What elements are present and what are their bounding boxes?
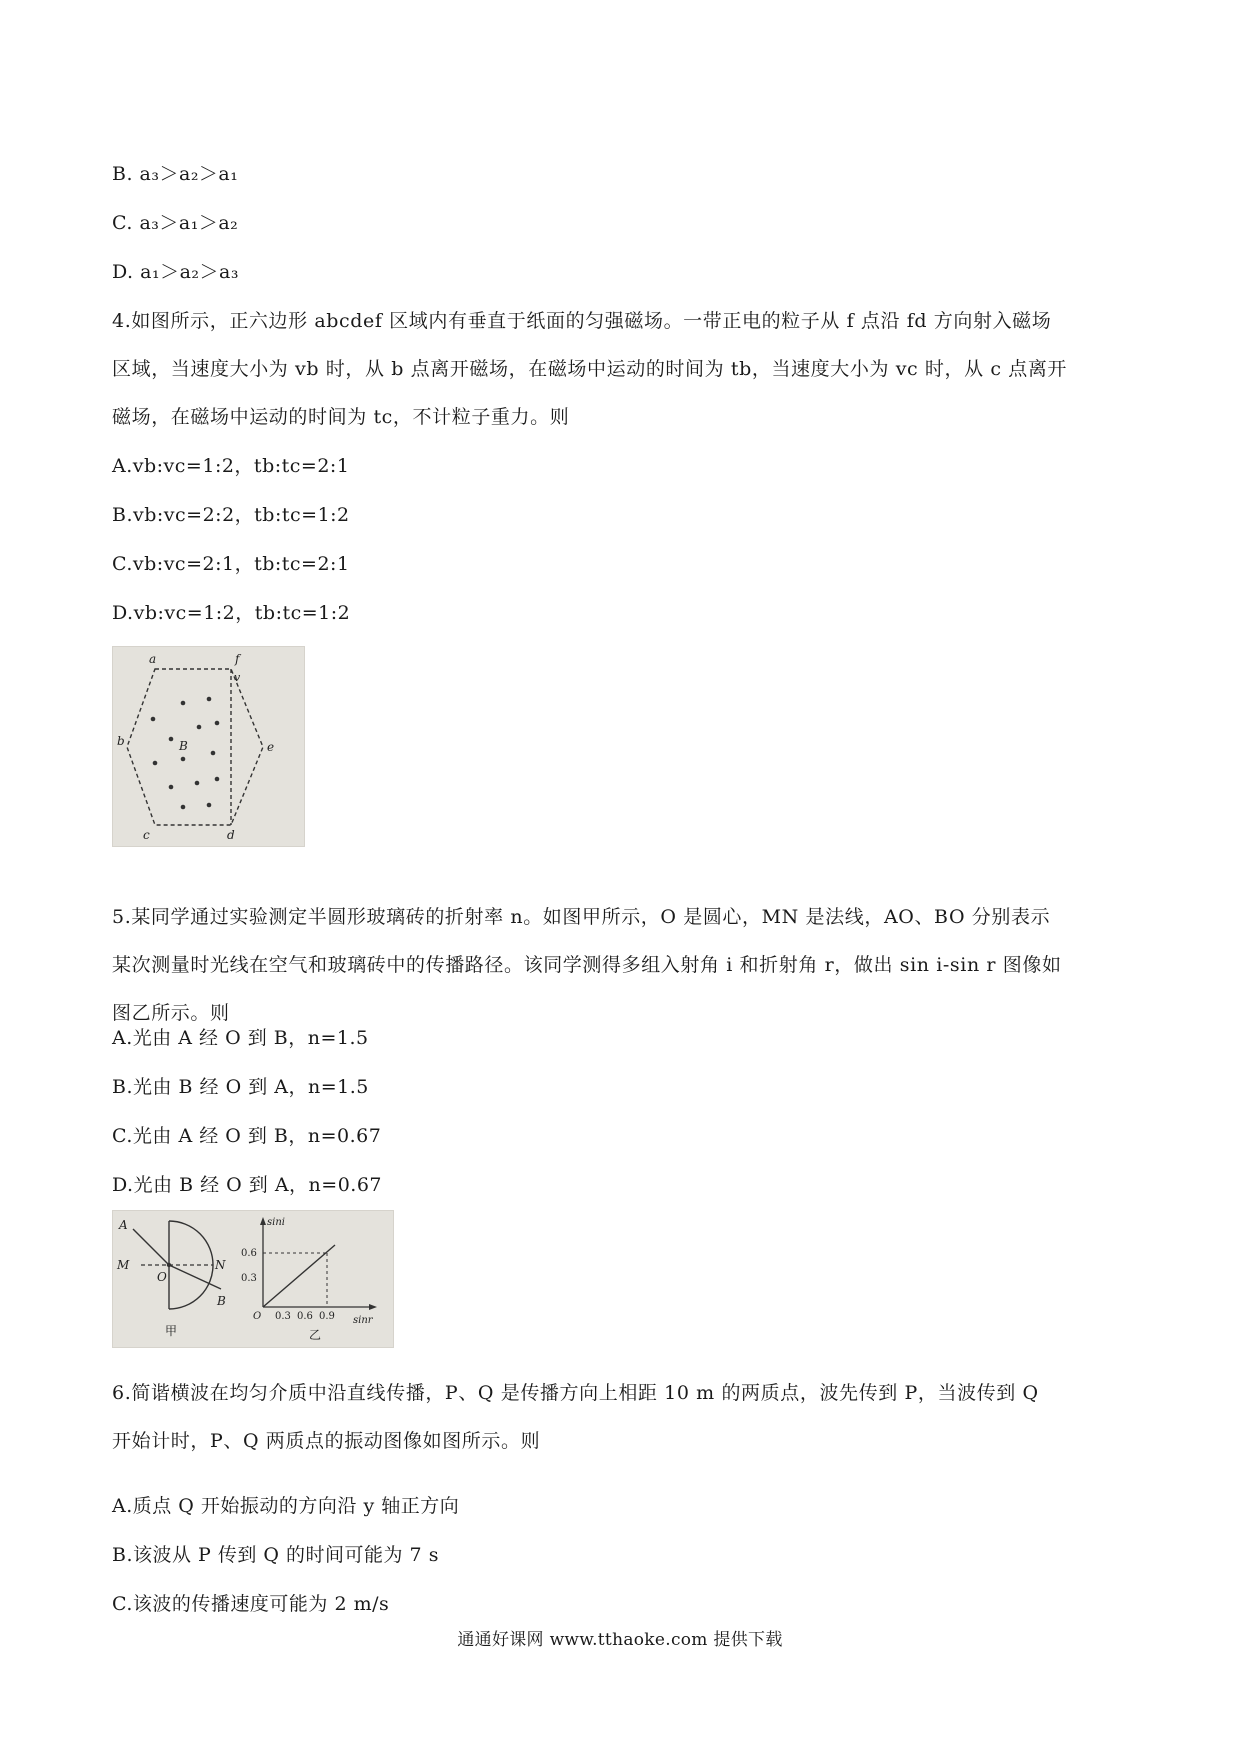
label-M: M [117,1258,130,1272]
q4-option-c: C.vb:vc=2:1，tb:tc=2:1 [112,553,350,575]
q4-option-d: D.vb:vc=1:2，tb:tc=1:2 [112,602,351,624]
q6-option-a: A.质点 Q 开始振动的方向沿 y 轴正方向 [112,1495,460,1517]
q3-option-c: C. a₃＞a₁＞a₂ [112,212,239,234]
y-tick-0-6: 0.6 [241,1248,257,1259]
q5-option-d: D.光由 B 经 O 到 A，n=0.67 [112,1174,383,1196]
q5-stem-line-2: 某次测量时光线在空气和玻璃砖中的传播路径。该同学测得多组入射角 i 和折射角 r，做出 sin i-sin r 图像如 [112,954,1062,976]
hexagon-diagram [113,647,304,846]
label-B: B [217,1294,226,1308]
q3-option-b: B. a₃＞a₂＞a₁ [112,163,239,185]
x-tick-0-3: 0.3 [275,1311,291,1322]
label-O: O [157,1270,167,1284]
q6-option-b: B.该波从 P 传到 Q 的时间可能为 7 s [112,1544,439,1566]
y-axis-label: sini [267,1217,285,1228]
q5-stem [112,893,1132,1037]
q6-option-c: C.该波的传播速度可能为 2 m/s [112,1593,390,1615]
q4-hexagon-figure [112,646,305,847]
q5-stem-line-3: 图乙所示。则 [112,1002,230,1024]
label-A: A [119,1218,128,1232]
caption-yi: 乙 [309,1328,322,1342]
label-N: N [215,1258,226,1272]
q4-stem [112,297,1132,441]
q4-option-a: A.vb:vc=1:2，tb:tc=2:1 [112,455,350,477]
ray-ao [133,1229,169,1265]
q5-diagram [113,1211,393,1347]
label-f: f [235,652,240,666]
q5-figure [112,1210,394,1348]
q4-option-b: B.vb:vc=2:2，tb:tc=1:2 [112,504,350,526]
q4-stem-line-3: 磁场，在磁场中运动的时间为 tc，不计粒子重力。则 [112,406,570,428]
page-footer: 通通好课网 www.tthaoke.com 提供下载 [457,1630,783,1650]
label-b: b [117,734,125,748]
q4-stem-line-1: 4.如图所示，正六边形 abcdef 区域内有垂直于纸面的匀强磁场。一带正电的粒子从 f 点沿 fd 方向射入磁场 [112,310,1052,332]
q5-option-b: B.光由 B 经 O 到 A，n=1.5 [112,1076,369,1098]
q6-stem-line-1: 6.简谐横波在均匀介质中沿直线传播，P、Q 是传播方向上相距 10 m 的两质点，波先传到 P，当波传到 Q [112,1382,1039,1404]
q5-option-c: C.光由 A 经 O 到 B，n=0.67 [112,1125,382,1147]
q5-stem-line-1: 5.某同学通过实验测定半圆形玻璃砖的折射率 n。如图甲所示，O 是圆心，MN 是法线，AO、BO 分别表示 [112,906,1051,928]
label-e: e [267,740,275,754]
x-tick-0-9: 0.9 [319,1311,335,1322]
q6-stem-line-2: 开始计时，P、Q 两质点的振动图像如图所示。则 [112,1430,541,1452]
label-c: c [143,828,150,842]
caption-jia: 甲 [165,1324,178,1338]
graph-origin: O [253,1311,262,1322]
x-tick-0-6: 0.6 [297,1311,313,1322]
hexagon-outline [127,669,263,825]
q4-stem-line-2: 区域，当速度大小为 vb 时，从 b 点离开磁场，在磁场中运动的时间为 tb，当速度大小为 vc 时，从 c 点离开 [112,358,1068,380]
q5-option-a: A.光由 A 经 O 到 B，n=1.5 [112,1027,369,1049]
label-v: v [234,671,241,684]
q3-option-d: D. a₁＞a₂＞a₃ [112,261,239,283]
q6-stem [112,1369,1132,1465]
y-tick-0-3: 0.3 [241,1273,257,1284]
label-B: B [179,739,188,753]
field-dots [151,697,220,810]
label-a: a [149,652,157,666]
x-axis-label: sinr [353,1315,373,1326]
label-d: d [227,828,235,842]
graph-axes [263,1221,373,1307]
graph-line [263,1245,335,1307]
